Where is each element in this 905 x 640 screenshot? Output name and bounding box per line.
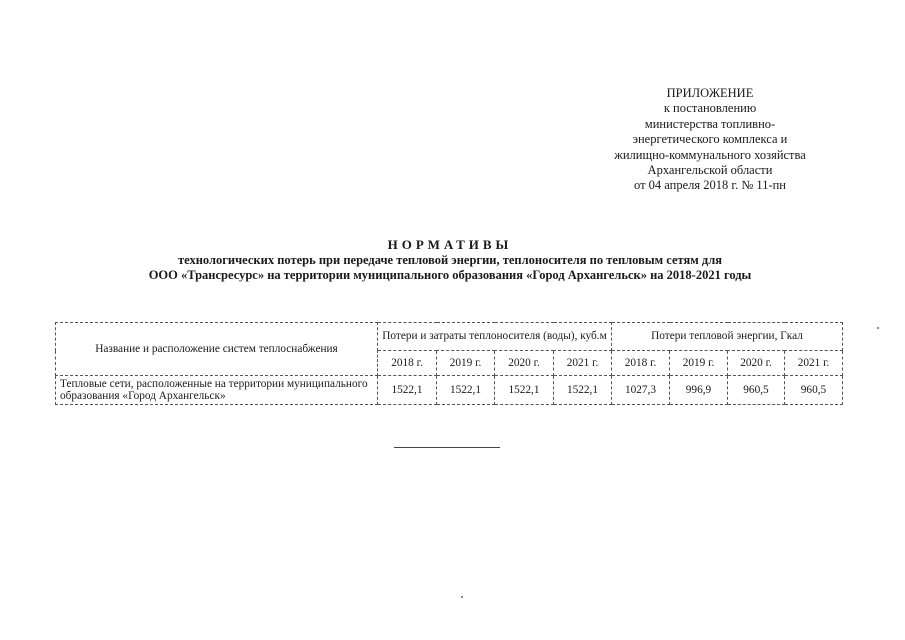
title-line-1: технологических потерь при передаче тепловой энергии, теплоносителя по тепловым сетям для — [178, 252, 722, 267]
header-coolant-losses: Потери и затраты теплоносителя (воды), куб.м — [378, 323, 612, 351]
heat-value-cell: 1027,3 — [612, 376, 670, 405]
header-year: 2020 г. — [495, 351, 554, 376]
appendix-date: от 04 апреля 2018 г. № 11-пн — [633, 178, 786, 193]
header-year: 2019 г. — [670, 351, 728, 376]
header-year: 2018 г. — [378, 351, 437, 376]
appendix-line: энергетического комплекса и — [632, 132, 788, 147]
appendix-header — [580, 86, 840, 194]
header-heat-losses: Потери тепловой энергии, Гкал — [612, 323, 843, 351]
header-year: 2020 г. — [728, 351, 785, 376]
heat-value-cell: 960,5 — [728, 376, 785, 405]
appendix-line: жилищно-коммунального хозяйства — [614, 147, 806, 162]
coolant-value-cell: 1522,1 — [495, 376, 554, 405]
norms-table — [55, 322, 843, 405]
header-year: 2021 г. — [785, 351, 843, 376]
coolant-value-cell: 1522,1 — [554, 376, 612, 405]
appendix-line: министерства топливно- — [644, 116, 776, 131]
header-row-group — [56, 323, 843, 351]
header-name-column: Название и расположение систем теплоснабжения — [56, 323, 378, 376]
appendix-title: ПРИЛОЖЕНИЕ — [666, 86, 754, 100]
system-name-cell: Тепловые сети, расположенные на территории муниципального образования «Город Архангельск» — [56, 376, 378, 405]
coolant-value-cell: 1522,1 — [437, 376, 495, 405]
header-year: 2019 г. — [437, 351, 495, 376]
scan-speck — [877, 327, 879, 329]
header-year: 2018 г. — [612, 351, 670, 376]
appendix-line: Архангельской области — [647, 163, 773, 178]
scan-speck — [461, 596, 463, 598]
heat-value-cell: 960,5 — [785, 376, 843, 405]
end-separator-line — [394, 447, 500, 448]
appendix-line: к постановлению — [663, 101, 757, 116]
table-row — [56, 376, 843, 405]
title-heading: НОРМАТИВЫ — [387, 237, 513, 252]
heat-value-cell: 996,9 — [670, 376, 728, 405]
coolant-value-cell: 1522,1 — [378, 376, 437, 405]
title-line-2: ООО «Трансресурс» на территории муниципального образования «Город Архангельск» на 2018-2021 годы — [148, 268, 752, 282]
document-title — [60, 237, 840, 284]
header-year: 2021 г. — [554, 351, 612, 376]
